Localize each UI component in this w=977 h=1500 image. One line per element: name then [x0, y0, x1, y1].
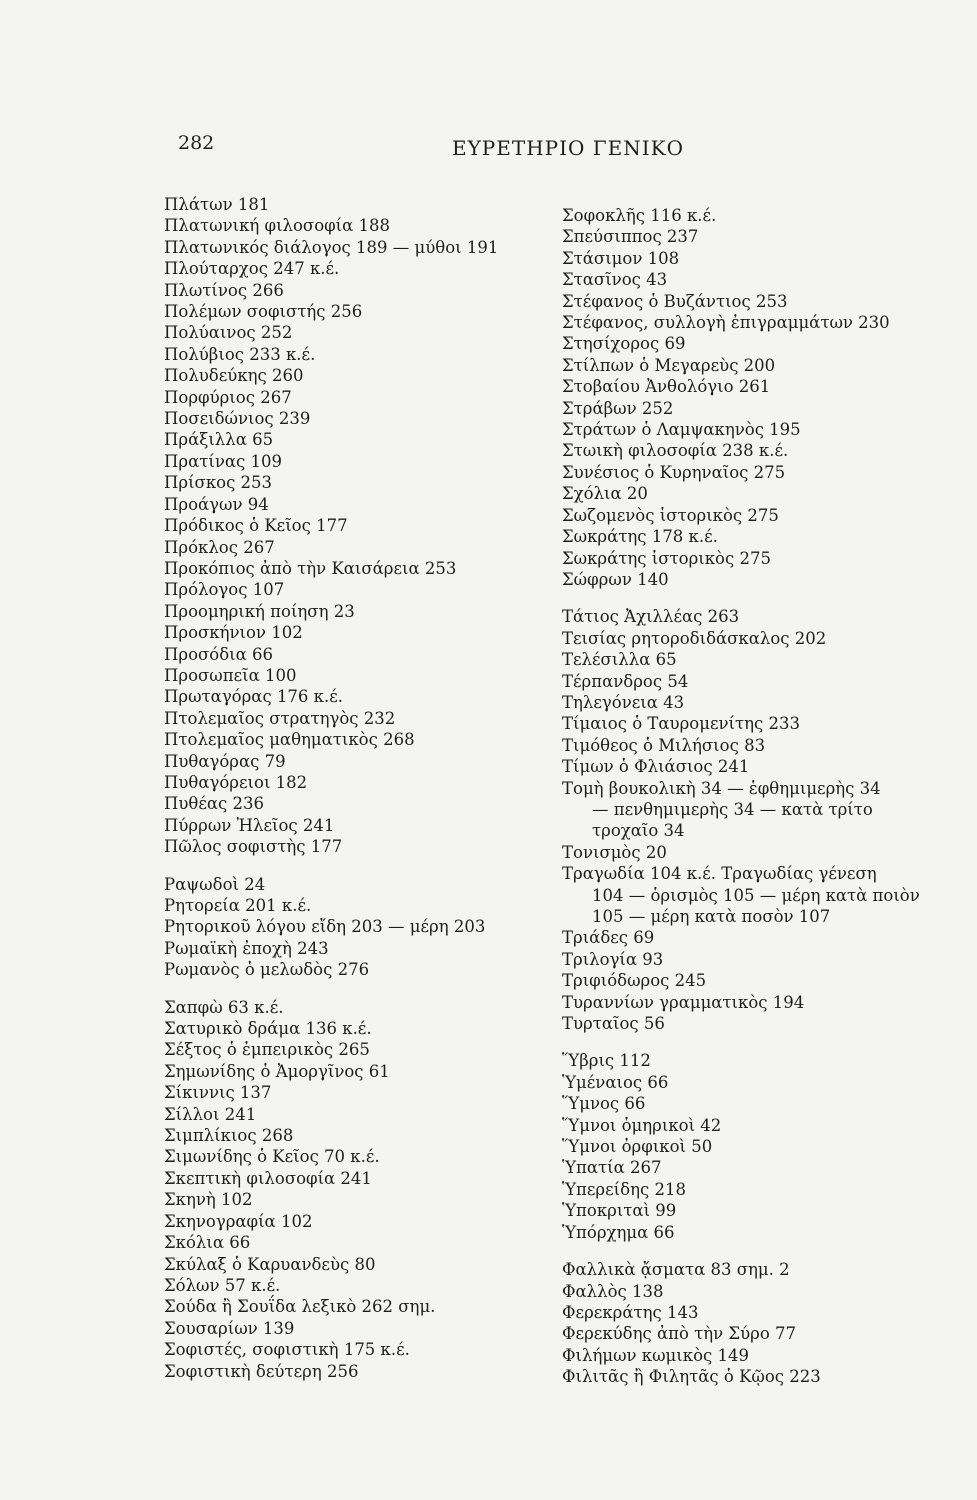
index-entry: Ὕμνοι ὁμηρικοὶ 42: [562, 1115, 722, 1135]
index-entry: Σκύλαξ ὁ Καρυανδεὺς 80: [164, 1254, 376, 1274]
index-entry: Σίλλοι 241: [164, 1104, 257, 1124]
index-entry: Σοφιστικὴ δεύτερη 256: [164, 1361, 359, 1381]
index-entry: Σώφρων 140: [562, 569, 669, 589]
index-entry: Πρωταγόρας 176 κ.έ.: [164, 687, 344, 707]
index-entry: Ποσειδώνιος 239: [164, 409, 311, 429]
index-entry: Πολύαινος 252: [164, 323, 293, 343]
index-entry: Τονισμὸς 20: [562, 842, 667, 862]
index-entry: Τελέσιλλα 65: [562, 650, 677, 670]
index-entry: Σωκράτης 178 κ.έ.: [562, 527, 718, 547]
index-entry: Σόλων 57 κ.έ.: [164, 1275, 281, 1295]
running-head: ΕΥΡΕΤΗΡΙΟ ΓΕΝΙΚΟ: [452, 136, 684, 160]
index-entry: Σιμωνίδης ὁ Κεῖος 70 κ.έ.: [164, 1147, 380, 1167]
index-entry: 105 — μέρη κατὰ ποσὸν 107: [592, 907, 831, 926]
index-entry: Στίλπων ὁ Μεγαρεὺς 200: [562, 355, 776, 375]
index-entry: Τραγωδία 104 κ.έ. Τραγωδίας γένεση: [562, 864, 877, 884]
index-entry: Ὑπόρχημα 66: [562, 1222, 675, 1242]
index-entry: Σαπφὼ 63 κ.έ.: [164, 997, 284, 1017]
index-entry: Προάγων 94: [164, 494, 269, 514]
index-entry: Πλατωνικός διάλογος 189 — μύθοι 191: [164, 237, 499, 257]
index-entry: Τίμαιος ὁ Ταυρομενίτης 233: [562, 714, 800, 734]
index-entry: Πρίσκος 253: [164, 473, 273, 493]
index-entry: Πλωτίνος 266: [164, 280, 284, 300]
index-group: [164, 874, 544, 981]
index-entry: Στοβαίου Ἀνθολόγιο 261: [562, 377, 771, 397]
index-entry: Προσωπεῖα 100: [164, 665, 297, 685]
index-entry: τροχαῖο 34: [592, 821, 685, 841]
index-entry: Σωζομενὸς ἱστορικὸς 275: [562, 505, 779, 525]
index-entry: Ὑμέναιος 66: [562, 1072, 669, 1092]
index-entry: — πενθημιμερὴς 34 — κατὰ τρίτο: [592, 799, 873, 819]
index-entry: Ὑπερείδης 218: [562, 1179, 686, 1199]
index-entry: Σατυρικὸ δράμα 136 κ.έ.: [164, 1019, 372, 1039]
index-entry: Πῶλος σοφιστὴς 177: [164, 837, 343, 857]
index-entry: Σούδα ἢ Σουΐδα λεξικὸ 262 σημ.: [164, 1297, 436, 1317]
index-entry: Τριλογία 93: [562, 949, 664, 969]
index-entry: Φερεκύδης ἀπὸ τὴν Σύρο 77: [562, 1324, 796, 1344]
index-entry: Σχόλια 20: [562, 484, 648, 504]
page-number: 282: [178, 132, 215, 154]
index-entry: Ὑποκριταὶ 99: [562, 1201, 677, 1221]
index-group: [562, 205, 962, 590]
index-entry: Στησίχορος 69: [562, 334, 686, 354]
index-entry: Σκηνογραφία 102: [164, 1211, 313, 1231]
index-column-right: [562, 205, 962, 1388]
index-entry: Συνέσιος ὁ Κυρηναῖος 275: [562, 462, 786, 482]
index-entry: Τυραννίων γραμματικὸς 194: [562, 992, 805, 1012]
index-entry: Τριφιόδωρος 245: [562, 971, 707, 991]
index-entry: Προκόπιος ἀπὸ τὴν Καισάρεια 253: [164, 558, 457, 578]
index-entry: Ρωμαϊκὴ ἐποχὴ 243: [164, 938, 329, 958]
index-entry: Πολέμων σοφιστής 256: [164, 302, 363, 322]
index-entry: Πλούταρχος 247 κ.έ.: [164, 259, 340, 279]
index-entry: Σίκιννις 137: [164, 1083, 272, 1103]
index-entry: Σοφιστές, σοφιστικὴ 175 κ.έ.: [164, 1340, 410, 1360]
index-group: [562, 606, 962, 1034]
index-entry: Πολυδεύκης 260: [164, 366, 304, 386]
index-entry: Σωκράτης ἱστορικὸς 275: [562, 548, 771, 568]
index-entry: Ὕμνος 66: [562, 1094, 646, 1114]
index-entry: Τριάδες 69: [562, 928, 655, 948]
index-group: [562, 1050, 962, 1243]
index-entry: Ραψωδοὶ 24: [164, 874, 266, 894]
index-entry: Πλατωνική φιλοσοφία 188: [164, 216, 391, 236]
index-entry: Ὑπατία 267: [562, 1158, 662, 1178]
index-entry: Πρόκλος 267: [164, 537, 275, 557]
index-entry: Σκεπτικὴ φιλοσοφία 241: [164, 1168, 372, 1188]
index-column-left: [164, 194, 544, 1382]
index-entry: Πυθαγόρειοι 182: [164, 772, 308, 792]
index-entry: Πύρρων Ἠλεῖος 241: [164, 815, 335, 835]
index-entry: Τυρταῖος 56: [562, 1014, 665, 1034]
index-entry: Στασῖνος 43: [562, 270, 668, 290]
index-entry: Πρόλογος 107: [164, 580, 285, 600]
index-entry: Στράτων ὁ Λαμψακηνὸς 195: [562, 420, 801, 440]
index-entry: Στέφανος ὁ Βυζάντιος 253: [562, 291, 788, 311]
index-entry: Φερεκράτης 143: [562, 1302, 699, 1322]
index-entry: Πρατίνας 109: [164, 451, 282, 471]
index-entry: Στάσιμον 108: [562, 248, 680, 268]
index-entry: Σκόλια 66: [164, 1233, 251, 1253]
index-entry: Στέφανος, συλλογὴ ἐπιγραμμάτων 230: [562, 313, 890, 333]
index-entry: Πυθέας 236: [164, 794, 265, 814]
index-group: [164, 997, 544, 1382]
index-entry: Τιμόθεος ὁ Μιλήσιος 83: [562, 735, 766, 755]
index-entry: Τεισίας ρητοροδιδάσκαλος 202: [562, 628, 827, 648]
index-entry: Σιμπλίκιος 268: [164, 1126, 294, 1146]
index-entry: Φιλιτᾶς ἢ Φιλητᾶς ὁ Κῷος 223: [562, 1367, 821, 1387]
index-entry: Στράβων 252: [562, 398, 674, 418]
index-group: [164, 194, 544, 858]
index-entry: Πολύβιος 233 κ.έ.: [164, 344, 316, 364]
index-entry: Τέρπανδρος 54: [562, 671, 689, 691]
index-entry: Σημωνίδης ὁ Ἀμοργῖνος 61: [164, 1061, 390, 1081]
index-entry: Σοφοκλῆς 116 κ.έ.: [562, 206, 717, 225]
index-entry: Σέξτος ὁ ἐμπειρικὸς 265: [164, 1040, 370, 1060]
index-entry: Ρωμανὸς ὁ μελωδὸς 276: [164, 960, 370, 980]
index-entry: Ρητορικοῦ λόγου εἴδη 203 — μέρη 203: [164, 917, 486, 937]
index-entry: Πλάτων 181: [164, 195, 270, 214]
index-entry: Τάτιος Ἀχιλλέας 263: [562, 607, 740, 627]
index-entry: Πράξιλλα 65: [164, 430, 274, 450]
index-entry: Πτολεμαῖος μαθηματικὸς 268: [164, 730, 415, 750]
index-entry: Πυθαγόρας 79: [164, 751, 286, 771]
index-entry: Ρητορεία 201 κ.έ.: [164, 896, 312, 915]
index-entry: 104 — ὁρισμὸς 105 — μέρη κατὰ ποιὸν: [592, 885, 920, 905]
index-entry: Προομηρική ποίηση 23: [164, 601, 355, 621]
index-entry: Φιλήμων κωμικὸς 149: [562, 1345, 749, 1365]
index-entry: Σκηνὴ 102: [164, 1190, 253, 1210]
index-entry: Τομὴ βουκολικὴ 34 — ἑφθημιμερὴς 34: [562, 778, 881, 798]
index-entry: Προσόδια 66: [164, 644, 274, 664]
index-entry: Σουσαρίων 139: [164, 1318, 295, 1338]
index-group: [562, 1259, 962, 1387]
index-entry: Τίμων ὁ Φλιάσιος 241: [562, 757, 750, 777]
index-entry: Στωικὴ φιλοσοφία 238 κ.έ.: [562, 441, 789, 461]
index-entry: Πτολεμαῖος στρατηγὸς 232: [164, 708, 396, 728]
index-entry: Ὕβρις 112: [562, 1051, 651, 1071]
index-entry: Πρόδικος ὁ Κεῖος 177: [164, 516, 348, 536]
index-entry: Πορφύριος 267: [164, 387, 292, 407]
index-entry: Ὕμνοι ὀρφικοὶ 50: [562, 1137, 713, 1157]
index-entry: Προσκήνιον 102: [164, 623, 303, 643]
index-entry: Φαλλὸς 138: [562, 1281, 664, 1301]
index-entry: Σπεύσιππος 237: [562, 227, 699, 247]
index-entry: Τηλεγόνεια 43: [562, 692, 685, 712]
index-entry: Φαλλικὰ ᾄσματα 83 σημ. 2: [562, 1260, 790, 1280]
